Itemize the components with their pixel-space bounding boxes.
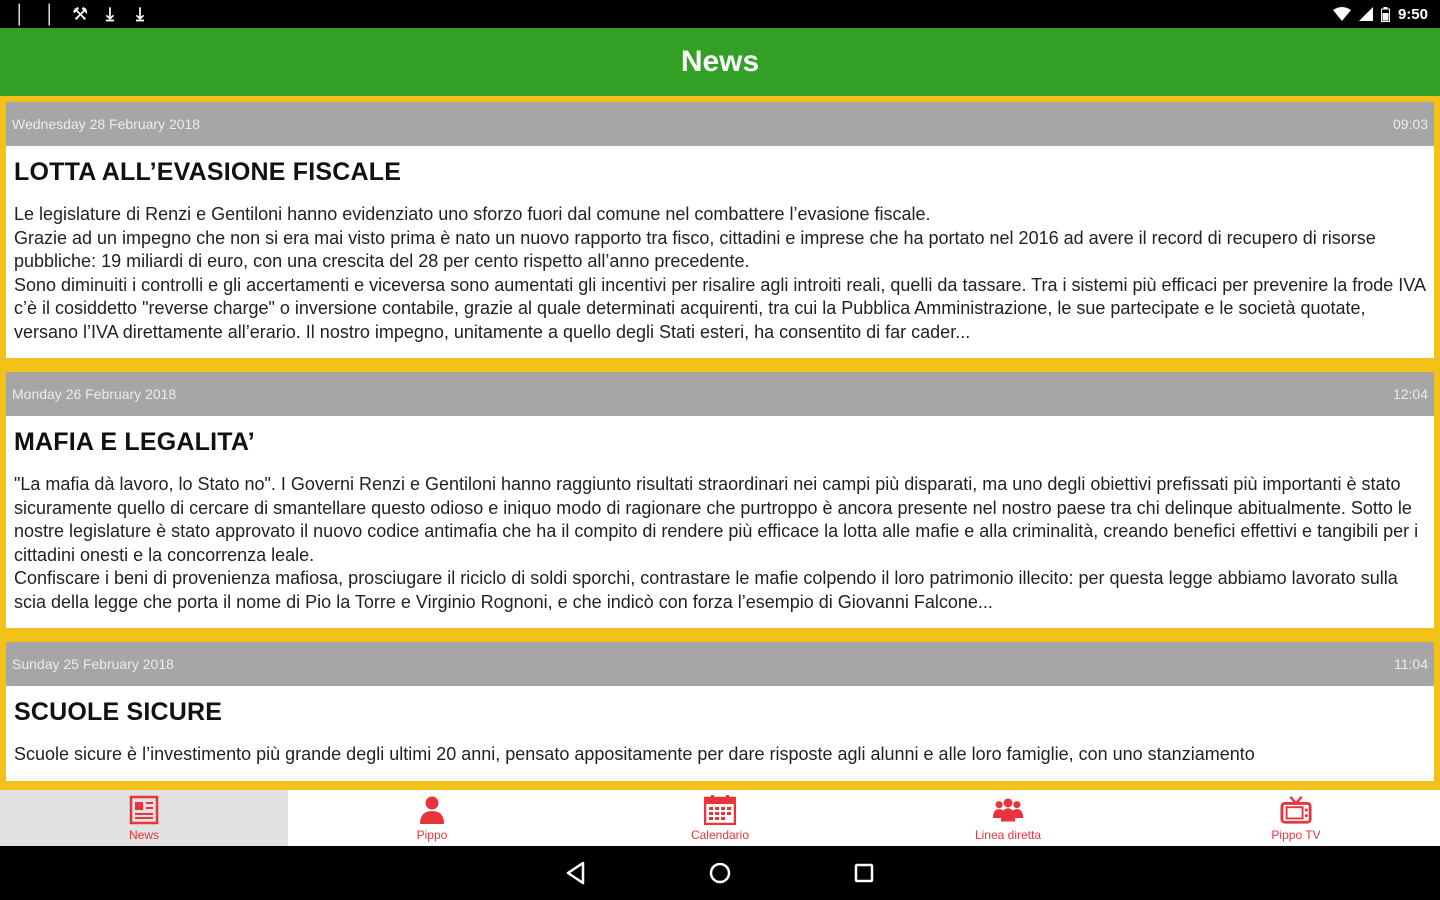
nav-item-pippo-tv[interactable] — [1152, 790, 1440, 846]
nav-label: Pippo TV — [1271, 828, 1321, 842]
news-card[interactable] — [6, 372, 1434, 628]
calendar-icon — [704, 794, 736, 826]
signal-icon — [1359, 7, 1373, 21]
news-date: Monday 26 February 2018 — [12, 386, 177, 402]
bottom-nav — [0, 790, 1440, 846]
status-time: 9:50 — [1397, 5, 1428, 23]
page-title: News — [680, 45, 760, 78]
nav-label: Linea diretta — [974, 828, 1042, 842]
nav-label: Pippo — [416, 828, 448, 842]
news-excerpt: "La mafia dà lavoro, lo Stato no". I Governi Renzi e Gentiloni hanno raggiunto risultati straordinari nei campi più disparati, ma uno degli obiettivi prefissati più importanti è stato sicuramente quello di cercare di smantellare questo odioso e iniquo modo di ragionare che purtroppo è ancora presente nel nostro paese tra chi delinque abitualmente. Sotto le nostre legislature è stato approvato il nuovo codice antimafia che ha il compito di rendere più efficace la lotta alle mafie e alla criminalità, creando benefici effettivi e tangibili per i cittadini onesti e la concorrenza leale. Confiscare i beni di provenienza mafiosa, prosciugare il riciclo di soldi sporchi, contrastare le mafie colpendo il loro patrimonio illecito: per questa legge abbiamo lavorato sulla scia della legge che porta il nome di Pio la Torre e Virginio Rognoni, e che indicò con forza l’esempio di Giovanni Falcone... — [14, 474, 1419, 612]
status-system — [1333, 6, 1428, 23]
download-icon: ⤓ — [106, 3, 114, 24]
app-bar — [0, 28, 1440, 96]
news-title: SCUOLE SICURE — [14, 698, 223, 726]
news-excerpt: Scuole sicure è l’investimento più grande degli ultimi 20 anni, pensato appositamente per dare risposte agli alunni e alle loro famiglie, con uno stanziamento — [14, 744, 1255, 764]
news-title: LOTTA ALL’EVASIONE FISCALE — [14, 158, 402, 186]
news-card-body — [6, 686, 1434, 781]
news-title: MAFIA E LEGALITA’ — [14, 428, 255, 456]
battery-icon — [1381, 7, 1390, 22]
news-card-header — [6, 372, 1434, 416]
tv-icon — [1280, 794, 1312, 826]
wifi-icon — [1333, 7, 1351, 21]
person-icon — [416, 794, 448, 826]
news-card-header — [6, 102, 1434, 146]
news-card-body — [6, 146, 1434, 358]
news-card-header — [6, 642, 1434, 686]
news-excerpt: Le legislature di Renzi e Gentiloni hanno evidenziato uno sforzo fuori dal comune nel combattere l’evasione fiscale. Grazie ad un impegno che non si era mai visto prima è nato un nuovo rapporto tra fisco, cittadini e imprese che ha portato nel 2016 ad avere il record di recupero di risorse pubbliche: 19 miliardi di euro, con una crescita del 28 per cento rispetto all’anno precedente. Sono diminuiti i controlli e gli accertamenti e viceversa sono aumentati gli incentivi per risalire agli introiti reali, quelli da tassare. Tra i sistemi più efficaci per prevenire la frode IVA c’è il cosiddetto "reverse charge" o inversione contabile, grazie al quale determinati acquirenti, tra cui la Pubblica Amministrazione, le sue partecipate e le società quotate, versano l’IVA direttamente all’erario. Il nostro impegno, unitamente a quello degli Stati esteri, ha consentito di far cader... — [14, 204, 1425, 342]
notification-icon: │ — [14, 3, 26, 24]
news-card[interactable] — [6, 642, 1434, 781]
nav-label: Calendario — [690, 828, 750, 842]
nav-item-linea-diretta[interactable] — [864, 790, 1152, 846]
status-bar — [0, 0, 1440, 28]
nav-label: News — [128, 828, 159, 842]
download-icon: ⤓ — [136, 3, 144, 24]
news-card-body — [6, 416, 1434, 628]
news-card[interactable] — [6, 102, 1434, 358]
news-date: Wednesday 28 February 2018 — [12, 116, 201, 132]
notification-icon: │ — [44, 3, 56, 24]
wrench-icon: ⚒ — [72, 3, 89, 24]
news-time: 12:04 — [1392, 386, 1428, 402]
news-time: 11:04 — [1394, 656, 1428, 672]
news-time: 09:03 — [1392, 116, 1428, 132]
home-icon[interactable] — [703, 856, 737, 890]
news-date: Sunday 25 February 2018 — [12, 656, 174, 672]
status-notifications — [12, 4, 148, 25]
system-nav-bar — [0, 846, 1440, 900]
newspaper-icon — [128, 794, 160, 826]
group-icon — [992, 794, 1024, 826]
nav-item-news[interactable] — [0, 790, 288, 846]
nav-item-pippo[interactable] — [288, 790, 576, 846]
back-icon[interactable] — [559, 856, 593, 890]
news-list[interactable] — [0, 96, 1440, 790]
recents-icon[interactable] — [847, 856, 881, 890]
nav-item-calendario[interactable] — [576, 790, 864, 846]
